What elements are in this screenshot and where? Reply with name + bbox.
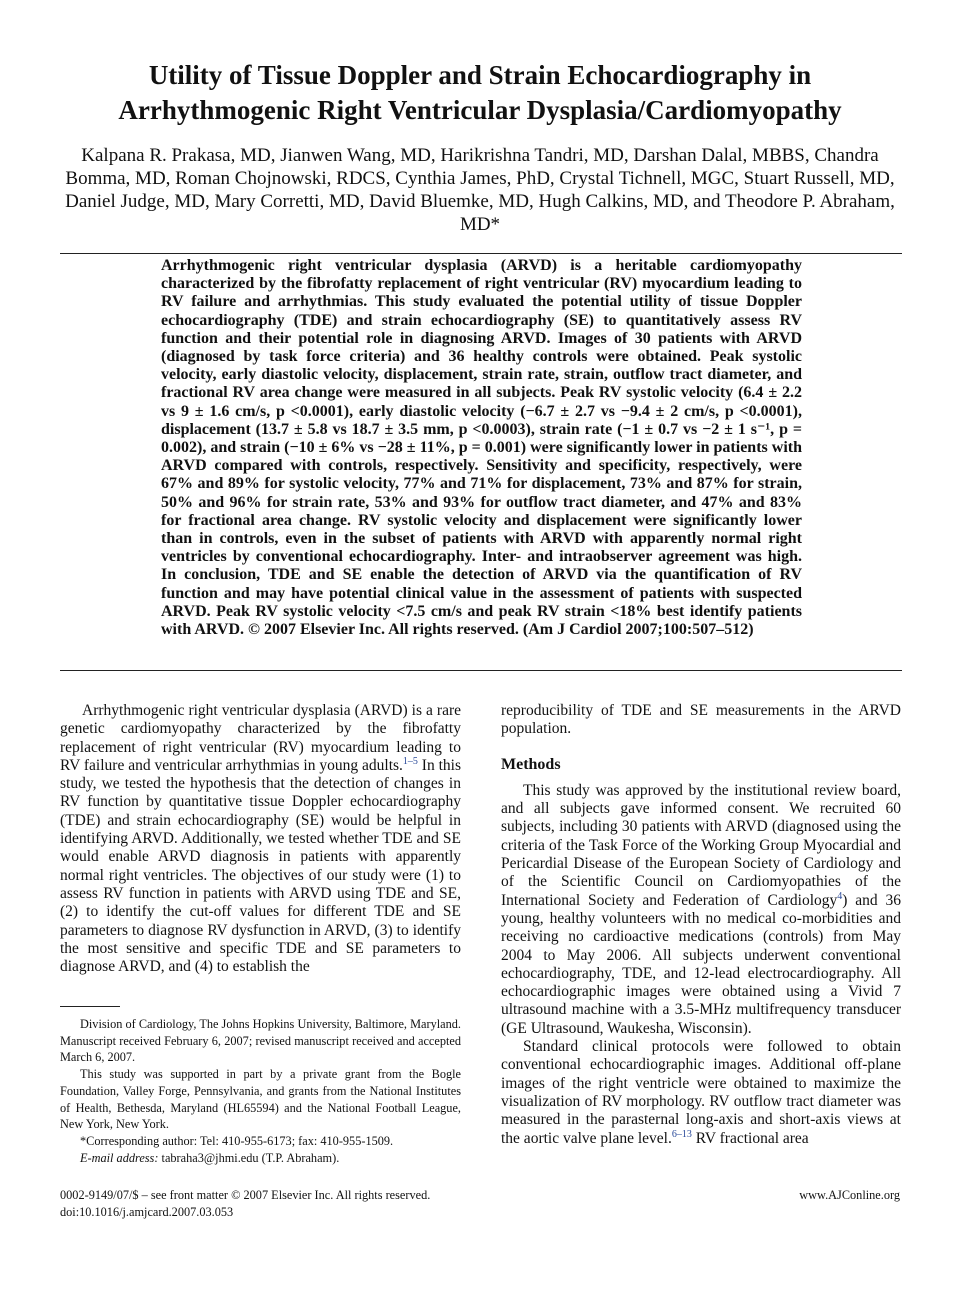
methods-text-2a: Standard clinical protocols were followed to obtain conventional echocardiographic images. Additional off-plane images of the right ventricle were obtained to maximize the visualization of RV morphology. RV outflow tract diameter was measured in the parasternal long-axis and short-axis views at the aortic valve plane level. bbox=[501, 1038, 901, 1147]
methods-paragraph-1 bbox=[501, 782, 901, 1038]
footnote-funding: This study was supported in part by a private grant from the Bogle Foundation, Valley Forge, Pennsylvania, and grants from the National Institutes of Health, Bethesda, Maryland (HL65594) and the National Football League, New York, New York. bbox=[60, 1067, 461, 1132]
methods-text-1b: ) and 36 young, healthy volunteers with no medical co-morbidities and receiving no cardioactive medications (controls) from May 2004 to May 2006. All subjects underwent conventional echocardiography, TDE, and 12-lead electrocardiography. All echocardiographic images were obtained using a Vivid 7 ultrasound machine with a 3.5-MHz multifrequency transducer (GE Ultrasound, Waukesha, Wisconsin). bbox=[501, 891, 901, 1037]
footnote-affiliation: Division of Cardiology, The Johns Hopkins University, Baltimore, Maryland. Manuscript received February 6, 2007; revised manuscript received and accepted March 6, 2007. bbox=[60, 1017, 461, 1065]
footnote-email bbox=[60, 1150, 461, 1167]
footer-left bbox=[60, 1187, 430, 1221]
citation-link[interactable]: 4 bbox=[837, 890, 843, 902]
issn-line: 0002-9149/07/$ – see front matter © 2007 Elsevier Inc. All rights reserved. bbox=[60, 1188, 431, 1202]
article-title: Utility of Tissue Doppler and Strain Echocardiography in Arrhythmogenic Right Ventricular Dysplasia/Cardiomyopathy bbox=[118, 60, 842, 125]
right-column bbox=[501, 702, 901, 1148]
abstract: Arrhythmogenic right ventricular dysplasia (ARVD) is a heritable cardiomyopathy characterized by the fibrofatty replacement of right ventricular (RV) myocardium leading to RV failure and arrhythmias. This study evaluated the potential utility of tissue Doppler echocardiography (TDE) and strain echocardiography (SE) to quantitatively assess RV function and their potential role in diagnosing ARVD. Images of 30 patients with ARVD (diagnosed by task force criteria) and 36 healthy controls were obtained. Peak systolic velocity, early diastolic velocity, displacement, strain rate, strain, outflow tract diameter, and fractional RV area change were measured in all subjects. Peak RV systolic velocity (6.4 ± 2.2 vs 9 ± 1.6 cm/s, p <0.0001), early diastolic velocity (−6.7 ± 2.7 vs −9.4 ± 2 cm/s, p <0.0001), displacement (13.7 ± 5.8 vs 18.7 ± 3.5 mm, p <0.0003), strain rate (−1 ± 0.7 vs −2 ± 1 s⁻¹, p = 0.002), and strain (−10 ± 6% vs −28 ± 11%, p = 0.001) were significantly lower in patients with ARVD compared with controls, respectively. Sensitivity and specificity, respectively, were 67% and 89% for systolic velocity, 77% and 71% for displacement, 73% and 87% for strain, 50% and 96% for strain rate, 53% and 93% for outflow tract diameter, and 47% and 83% for fractional area change. RV systolic velocity and displacement were significantly lower than in controls, even in the subset of patients with ARVD with apparently normal right ventricles by conventional echocardiography. Inter- and intraobserver agreement was high. In conclusion, TDE and SE enable the detection of ARVD via the quantification of RV function and may have potential clinical value in the assessment of patients with suspected ARVD. Peak RV systolic velocity <7.5 cm/s and peak RV strain <18% best identify patients with ARVD. © 2007 Elsevier Inc. All rights reserved. (Am J Cardiol 2007;100:507–512) bbox=[161, 257, 802, 639]
intro-text-part2: In this study, we tested the hypothesis that the detection of changes in RV function by quantitative tissue Doppler echocardiography (TDE) and strain echocardiography (SE) would be helpful in identifying ARVD. Additionally, we tested whether TDE and SE would enable ARVD diagnosis in patients with apparently normal right ventricles. The objectives of our study were (1) to assess RV function in patients with ARVD using TDE and SE, (2) to identify the cut-off values for different TDE and SE parameters to diagnose RV dysfunction in ARVD, (3) to identify the most sensitive and specific TDE and SE parameters to diagnose ARVD, and (4) to establish the bbox=[60, 756, 461, 976]
doi-line[interactable]: doi:10.1016/j.amjcard.2007.03.053 bbox=[60, 1205, 234, 1219]
methods-text-2b: RV fractional area bbox=[691, 1129, 809, 1147]
intro-text-part1: Arrhythmogenic right ventricular dysplasia (ARVD) is a rare genetic cardiomyopathy characterized by the fibrofatty replacement of right ventricular (RV) myocardium leading to RV failure and ventricular arrhythmias in young adults. bbox=[60, 702, 461, 774]
intro-paragraph bbox=[60, 702, 461, 976]
citation-link[interactable]: 6–13 bbox=[671, 1128, 692, 1140]
footnote-divider bbox=[60, 1006, 120, 1007]
email-value[interactable]: tabraha3@jhmi.edu (T.P. Abraham). bbox=[158, 1150, 340, 1165]
footnote-corresponding: *Corresponding author: Tel: 410-955-6173; fax: 410-955-1509. bbox=[80, 1133, 394, 1148]
left-column bbox=[60, 702, 461, 976]
abstract-divider bbox=[60, 670, 902, 671]
methods-text-1a: This study was approved by the institutional review board, and all subjects gave informed consent. We recruited 60 subjects, including 30 patients with ARVD (diagnosed using the criteria of the Task Force of the Working Group Myocardial and Pericardial Disease of the European Society of Cardiology and of the Scientific Council on Cardiomyopathies of the International Society and Federation of Cardiology bbox=[501, 781, 901, 909]
email-label: E-mail address: bbox=[80, 1150, 159, 1165]
author-list: Kalpana R. Prakasa, MD, Jianwen Wang, MD, Harikrishna Tandri, MD, Darshan Dalal, MBBS, Chandra Bomma, MD, Roman Chojnowski, RDCS, Cynthia James, PhD, Crystal Tichnell, MGC, Stuart Russell, MD, Daniel Judge, MD, Mary Corretti, MD, David Bluemke, MD, Hugh Calkins, MD, and Theodore P. Abraham, MD* bbox=[65, 145, 895, 235]
methods-heading: Methods bbox=[501, 755, 561, 773]
footer-website[interactable]: www.AJConline.org bbox=[799, 1188, 900, 1202]
continued-paragraph: reproducibility of TDE and SE measurements in the ARVD population. bbox=[501, 702, 901, 738]
citation-link[interactable]: 1–5 bbox=[402, 755, 418, 767]
footnotes bbox=[60, 1016, 461, 1166]
top-divider bbox=[60, 253, 902, 254]
methods-paragraph-2 bbox=[501, 1038, 901, 1148]
